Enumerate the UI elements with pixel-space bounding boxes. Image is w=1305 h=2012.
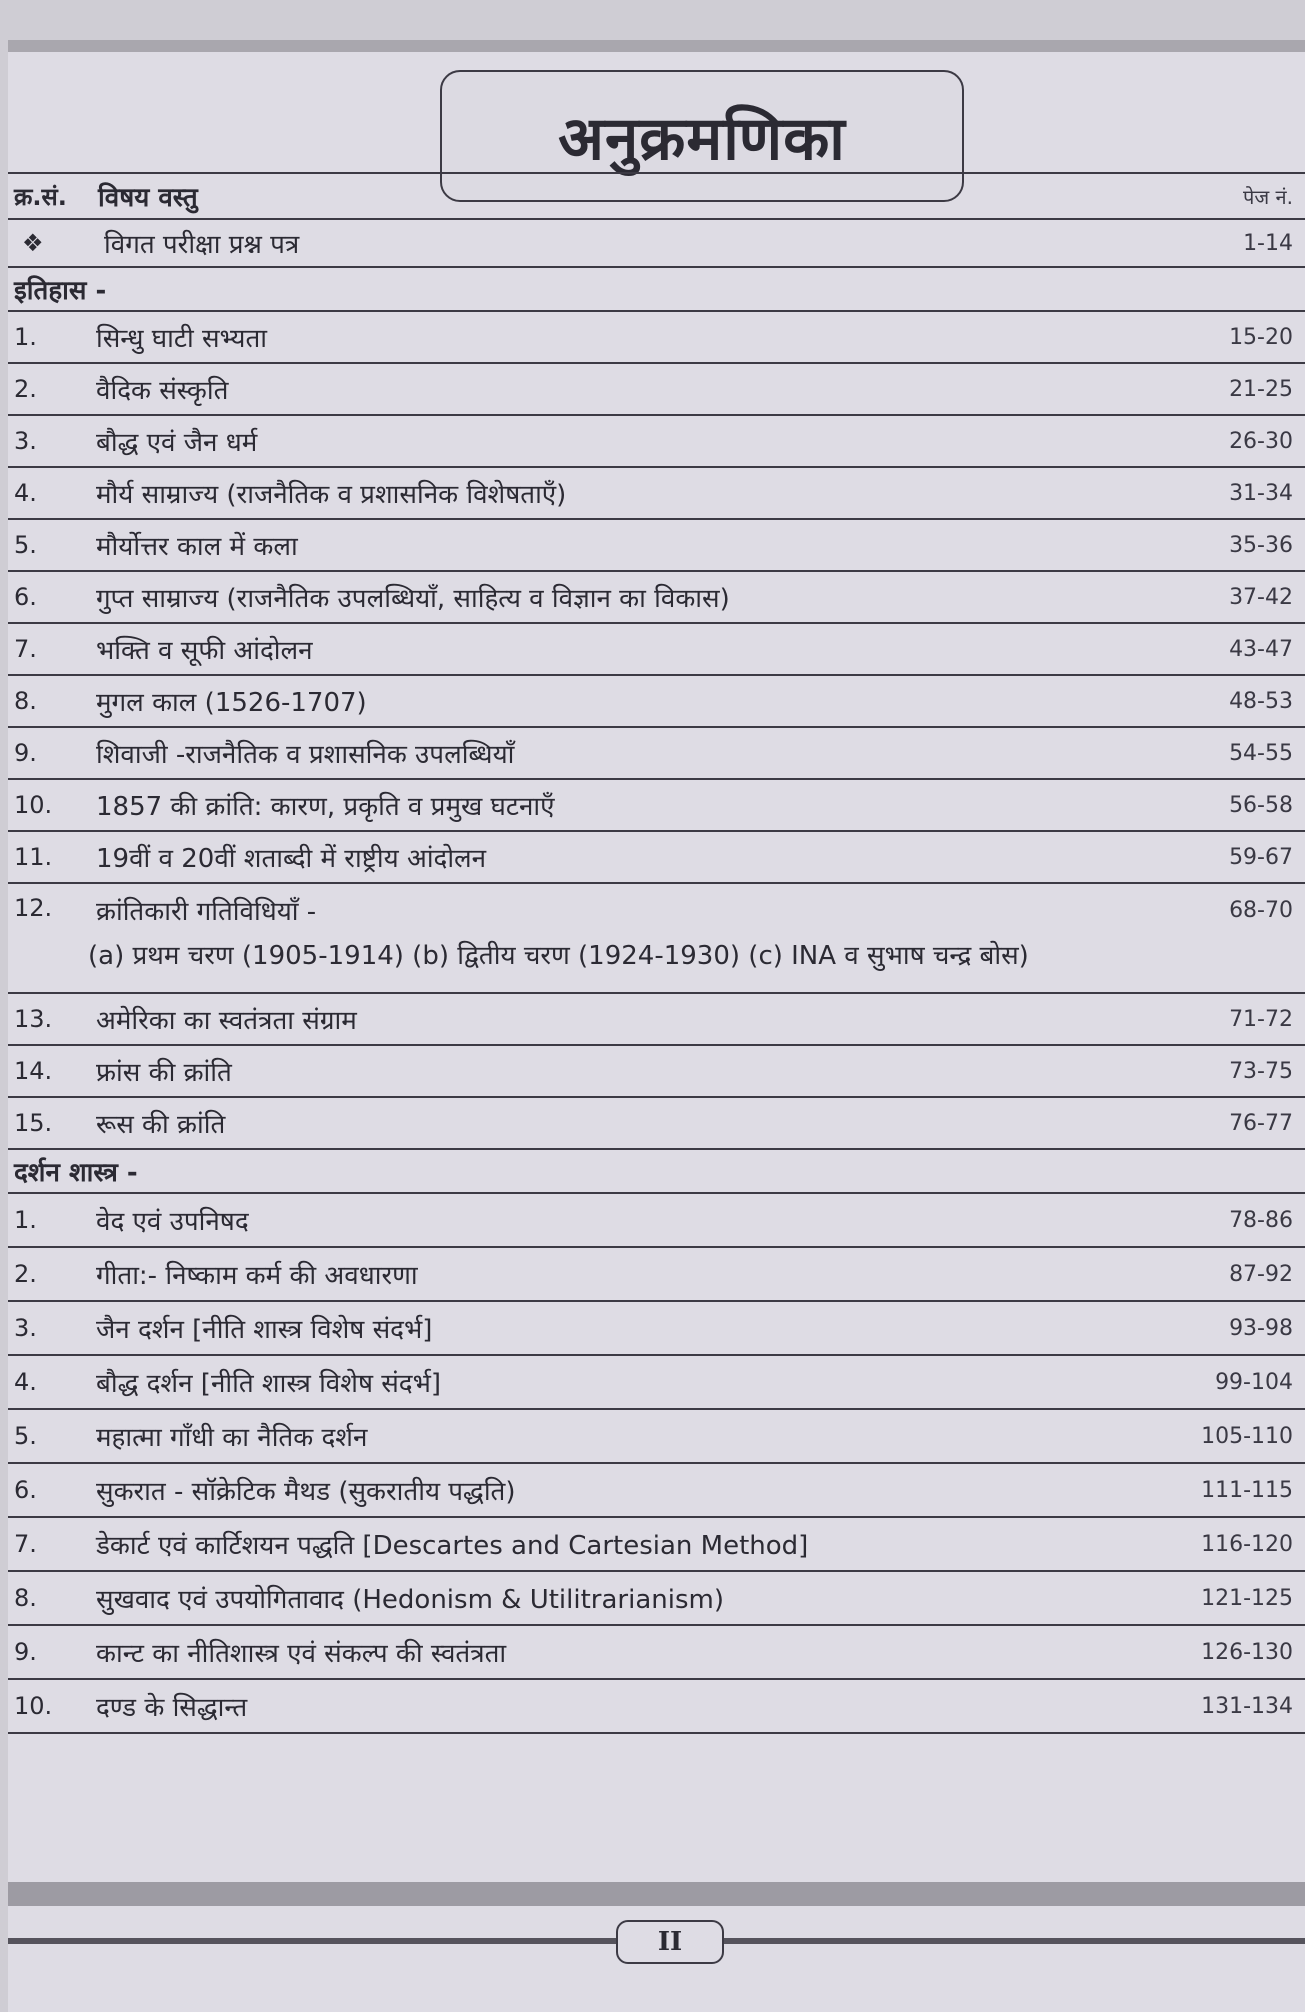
item-subject: दण्ड के सिद्धान्त — [96, 1693, 248, 1723]
header-sn: क्र.सं. — [14, 182, 67, 211]
toc-row — [8, 624, 1305, 676]
item-subject: शिवाजी -राजनैतिक व प्रशासनिक उपलब्धियाँ — [96, 740, 515, 770]
item-subject: मौर्य साम्राज्य (राजनैतिक व प्रशासनिक विशेषताएँ) — [96, 480, 567, 510]
toc-row — [8, 884, 1305, 994]
toc-row — [8, 728, 1305, 780]
item-subject: जैन दर्शन [नीति शास्त्र विशेष संदर्भ] — [96, 1315, 433, 1345]
toc-row — [8, 416, 1305, 468]
item-subject: वैदिक संस्कृति — [96, 376, 229, 406]
item-subject: सिन्धु घाटी सभ्यता — [96, 324, 267, 354]
item-subject: रूस की क्रांति — [96, 1110, 226, 1140]
section-heading-philosophy — [8, 1150, 1305, 1194]
toc-row — [8, 1410, 1305, 1464]
toc-row — [8, 1572, 1305, 1626]
item-subject: फ्रांस की क्रांति — [96, 1058, 232, 1088]
item-pages: 73-75 — [1229, 1058, 1293, 1084]
item-number: 8. — [14, 687, 37, 715]
item-pages: 71-72 — [1229, 1006, 1293, 1032]
item-subject: अमेरिका का स्वतंत्रता संग्राम — [96, 1006, 357, 1036]
item-subject: मौर्योत्तर काल में कला — [96, 532, 298, 562]
item-pages: 93-98 — [1229, 1315, 1293, 1341]
item-pages: 31-34 — [1229, 480, 1293, 506]
item-subject: सुखवाद एवं उपयोगितावाद (Hedonism & Utilitrarianism) — [96, 1585, 724, 1615]
item-number: 3. — [14, 427, 37, 455]
toc-row — [8, 1302, 1305, 1356]
header-page: पेज नं. — [1242, 184, 1293, 209]
item-number: 14. — [14, 1057, 53, 1085]
history-list — [8, 312, 1305, 1150]
item-subject: गुप्त साम्राज्य (राजनैतिक उपलब्धियाँ, साहित्य व विज्ञान का विकास) — [96, 584, 730, 614]
item-pages: 111-115 — [1201, 1477, 1293, 1503]
item-number: 9. — [14, 739, 37, 767]
item-number: 4. — [14, 1368, 37, 1396]
item-number: 5. — [14, 1422, 37, 1450]
toc-row — [8, 364, 1305, 416]
item-pages: 48-53 — [1229, 688, 1293, 714]
history-heading: इतिहास - — [14, 276, 107, 306]
toc-row — [8, 1248, 1305, 1302]
header-subject: विषय वस्तु — [98, 183, 198, 213]
item-pages: 68-70 — [1229, 898, 1293, 923]
item-subject: बौद्ध दर्शन [नीति शास्त्र विशेष संदर्भ] — [96, 1369, 442, 1399]
philosophy-list — [8, 1194, 1305, 1734]
toc-row — [8, 1518, 1305, 1572]
intro-label: विगत परीक्षा प्रश्न पत्र — [104, 230, 300, 260]
item-subject: सुकरात - सॉक्रेटिक मैथड (सुकरातीय पद्धति) — [96, 1477, 516, 1507]
footer-bar — [8, 1882, 1305, 1906]
item-pages: 87-92 — [1229, 1261, 1293, 1287]
page-number: II — [657, 1927, 683, 1957]
item-number: 2. — [14, 375, 37, 403]
item-number: 7. — [14, 635, 37, 663]
item-number: 2. — [14, 1260, 37, 1288]
item-pages: 59-67 — [1229, 844, 1293, 870]
page-number-badge — [616, 1920, 724, 1964]
item-subject: भक्ति व सूफी आंदोलन — [96, 636, 313, 666]
item-subject: बौद्ध एवं जैन धर्म — [96, 428, 258, 458]
item-number: 5. — [14, 531, 37, 559]
item-number: 1. — [14, 1206, 37, 1234]
item-subject: डेकार्ट एवं कार्टिशयन पद्धति [Descartes and Cartesian Method] — [96, 1531, 809, 1561]
item-subject: 19वीं व 20वीं शताब्दी में राष्ट्रीय आंदोलन — [96, 844, 487, 874]
toc-row — [8, 520, 1305, 572]
toc-row — [8, 1464, 1305, 1518]
philosophy-heading: दर्शन शास्त्र - — [14, 1158, 138, 1188]
table-header — [8, 174, 1305, 220]
item-number: 6. — [14, 1476, 37, 1504]
item-number: 15. — [14, 1109, 53, 1137]
bullet-icon: ❖ — [22, 229, 44, 257]
toc-row — [8, 1098, 1305, 1150]
item-number: 4. — [14, 479, 37, 507]
item-number: 6. — [14, 583, 37, 611]
toc-row — [8, 676, 1305, 728]
toc-row — [8, 832, 1305, 884]
toc-row — [8, 1626, 1305, 1680]
toc-row — [8, 572, 1305, 624]
page-title: अनुक्रमणिका — [558, 104, 846, 174]
item-pages: 99-104 — [1215, 1369, 1293, 1395]
section-heading-history — [8, 268, 1305, 312]
item-pages: 105-110 — [1201, 1423, 1293, 1449]
toc-row — [8, 312, 1305, 364]
intro-pages: 1-14 — [1243, 230, 1293, 256]
item-pages: 35-36 — [1229, 532, 1293, 558]
item-pages: 126-130 — [1201, 1639, 1293, 1665]
item-number: 7. — [14, 1530, 37, 1558]
item-pages: 116-120 — [1201, 1531, 1293, 1557]
item-pages: 131-134 — [1201, 1693, 1293, 1719]
item-pages: 54-55 — [1229, 740, 1293, 766]
item-pages: 76-77 — [1229, 1110, 1293, 1136]
item-subject: कान्ट का नीतिशास्त्र एवं संकल्प की स्वतंत्रता — [96, 1639, 507, 1669]
toc-row — [8, 1194, 1305, 1248]
toc-row — [8, 1356, 1305, 1410]
item-pages: 121-125 — [1201, 1585, 1293, 1611]
item-pages: 56-58 — [1229, 792, 1293, 818]
item-number: 1. — [14, 323, 37, 351]
item-number: 10. — [14, 1692, 53, 1720]
table-of-contents — [8, 172, 1305, 1734]
item-number: 12. — [14, 894, 53, 922]
toc-row — [8, 1046, 1305, 1098]
item-subject: क्रांतिकारी गतिविधियाँ - — [96, 897, 317, 927]
toc-row — [8, 780, 1305, 832]
item-number: 8. — [14, 1584, 37, 1612]
item-number: 10. — [14, 791, 53, 819]
item-sub-line: (a) प्रथम चरण (1905-1914) (b) द्वितीय चरण (1924-1930) (c) INA व सुभाष चन्द्र बोस) — [88, 941, 1029, 971]
item-subject: महात्मा गाँधी का नैतिक दर्शन — [96, 1423, 368, 1453]
item-subject: मुगल काल (1526-1707) — [96, 688, 367, 718]
item-subject: वेद एवं उपनिषद — [96, 1207, 249, 1237]
item-number: 13. — [14, 1005, 53, 1033]
item-pages: 21-25 — [1229, 376, 1293, 402]
toc-row — [8, 1680, 1305, 1734]
item-pages: 43-47 — [1229, 636, 1293, 662]
intro-row — [8, 220, 1305, 268]
toc-row — [8, 994, 1305, 1046]
item-subject: गीता:- निष्काम कर्म की अवधारणा — [96, 1261, 418, 1291]
item-number: 3. — [14, 1314, 37, 1342]
item-pages: 15-20 — [1229, 324, 1293, 350]
item-pages: 37-42 — [1229, 584, 1293, 610]
item-subject: 1857 की क्रांति: कारण, प्रकृति व प्रमुख घटनाएँ — [96, 792, 555, 822]
item-number: 11. — [14, 843, 53, 871]
item-number: 9. — [14, 1638, 37, 1666]
item-pages: 78-86 — [1229, 1207, 1293, 1233]
item-pages: 26-30 — [1229, 428, 1293, 454]
toc-row — [8, 468, 1305, 520]
